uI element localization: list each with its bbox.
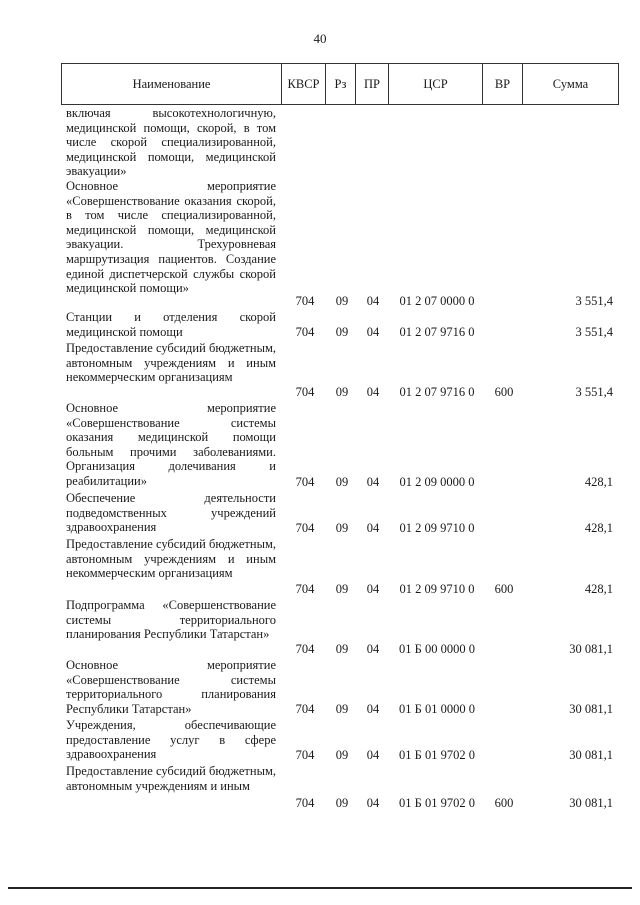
row-rz: 09 — [335, 796, 349, 810]
row-kvsr: 704 — [295, 642, 315, 656]
row-rz: 09 — [335, 325, 349, 339]
row-sum: 30 081,1 — [569, 796, 613, 810]
row-name: включая высокотехнологичную, медицинской помощи, скорой, в том числе скорой специализированной, медицинской помощи, медицинской эвакуации» — [66, 106, 276, 179]
row-csr: 01 2 07 0000 0 — [399, 294, 475, 308]
row-rz: 09 — [335, 702, 349, 716]
page-bottom-border — [8, 887, 632, 889]
row-name: Основное мероприятие «Совершенствование системы оказания медицинской помощи больным прочими заболеваниями. Организация долечивания и реабилитации» — [66, 401, 276, 488]
table-row — [0, 537, 640, 598]
row-csr: 01 Б 01 9702 0 — [399, 796, 475, 810]
column-header-sum: Сумма — [552, 76, 589, 91]
table-row — [0, 106, 640, 179]
row-rz: 09 — [335, 475, 349, 489]
row-pr: 04 — [366, 325, 380, 339]
row-rz: 09 — [335, 642, 349, 656]
row-pr: 04 — [366, 702, 380, 716]
row-name: Предоставление субсидий бюджетным, автономным учреждениям и иным некоммерческим организациям — [66, 537, 276, 581]
row-pr: 04 — [366, 475, 380, 489]
row-kvsr: 704 — [295, 748, 315, 762]
table-header — [61, 63, 619, 105]
row-rz: 09 — [335, 582, 349, 596]
table-row — [0, 179, 640, 310]
row-csr: 01 2 09 0000 0 — [399, 475, 475, 489]
row-kvsr: 704 — [295, 796, 315, 810]
row-rz: 09 — [335, 521, 349, 535]
row-csr: 01 2 09 9710 0 — [399, 521, 475, 535]
table-row — [0, 764, 640, 812]
row-pr: 04 — [366, 796, 380, 810]
row-pr: 04 — [366, 294, 380, 308]
row-sum: 30 081,1 — [569, 642, 613, 656]
column-header-vr: ВР — [483, 64, 523, 104]
row-sum: 30 081,1 — [569, 748, 613, 762]
row-name: Учреждения, обеспечивающие предоставление услуг в сфере здравоохранения — [66, 718, 276, 762]
row-csr: 01 Б 00 0000 0 — [399, 642, 475, 656]
column-header-kvsr: КВСР — [282, 64, 326, 104]
row-kvsr: 704 — [295, 294, 315, 308]
column-header-name: Наименование — [62, 64, 282, 104]
table-row — [0, 491, 640, 537]
row-rz: 09 — [335, 294, 349, 308]
row-sum: 428,1 — [584, 475, 613, 489]
row-name: Основное мероприятие «Совершенствование оказания скорой, в том числе специализированной, медицинской помощи, медицинской эвакуации. Трехуровневая маршрутизация пациентов. Создание единой диспетчерской службы скорой медицинской помощи» — [66, 179, 276, 296]
row-pr: 04 — [366, 748, 380, 762]
row-csr: 01 Б 01 9702 0 — [399, 748, 475, 762]
row-sum: 3 551,4 — [575, 325, 613, 339]
row-kvsr: 704 — [295, 475, 315, 489]
row-vr: 600 — [494, 796, 514, 810]
row-rz: 09 — [335, 748, 349, 762]
row-name: Основное мероприятие «Совершенствование системы территориального планирования Республики Татарстан» — [66, 658, 276, 716]
row-sum: 428,1 — [584, 582, 613, 596]
row-sum: 3 551,4 — [575, 385, 613, 399]
row-vr: 600 — [494, 385, 514, 399]
table-row — [0, 658, 640, 718]
table-body — [0, 106, 640, 812]
page-number: 40 — [313, 31, 327, 46]
table-row — [0, 401, 640, 491]
row-pr: 04 — [366, 642, 380, 656]
row-pr: 04 — [366, 385, 380, 399]
row-kvsr: 704 — [295, 325, 315, 339]
row-csr: 01 2 07 9716 0 — [399, 385, 475, 399]
row-rz: 09 — [335, 385, 349, 399]
column-header-csr: ЦСР — [389, 64, 483, 104]
row-kvsr: 704 — [295, 385, 315, 399]
row-csr: 01 2 09 9710 0 — [399, 582, 475, 596]
row-name: Станции и отделения скорой медицинской помощи — [66, 310, 276, 339]
row-vr: 600 — [494, 582, 514, 596]
table-row — [0, 341, 640, 401]
row-sum: 3 551,4 — [575, 294, 613, 308]
row-pr: 04 — [366, 521, 380, 535]
column-header-pr: ПР — [356, 64, 389, 104]
row-name: Подпрограмма «Совершенствование системы территориального планирования Республики Татарстан» — [66, 598, 276, 642]
column-header-rz: Рз — [326, 64, 356, 104]
row-sum: 428,1 — [584, 521, 613, 535]
row-kvsr: 704 — [295, 582, 315, 596]
row-csr: 01 Б 01 0000 0 — [399, 702, 475, 716]
row-kvsr: 704 — [295, 702, 315, 716]
table-row — [0, 718, 640, 764]
row-name: Обеспечение деятельности подведомственных учреждений здравоохранения — [66, 491, 276, 535]
row-csr: 01 2 07 9716 0 — [399, 325, 475, 339]
row-sum: 30 081,1 — [569, 702, 613, 716]
row-name: Предоставление субсидий бюджетным, автономным учреждениям и иным — [66, 764, 276, 793]
table-row — [0, 310, 640, 341]
table-row — [0, 598, 640, 658]
row-name: Предоставление субсидий бюджетным, автономным учреждениям и иным некоммерческим организациям — [66, 341, 276, 385]
row-kvsr: 704 — [295, 521, 315, 535]
row-pr: 04 — [366, 582, 380, 596]
